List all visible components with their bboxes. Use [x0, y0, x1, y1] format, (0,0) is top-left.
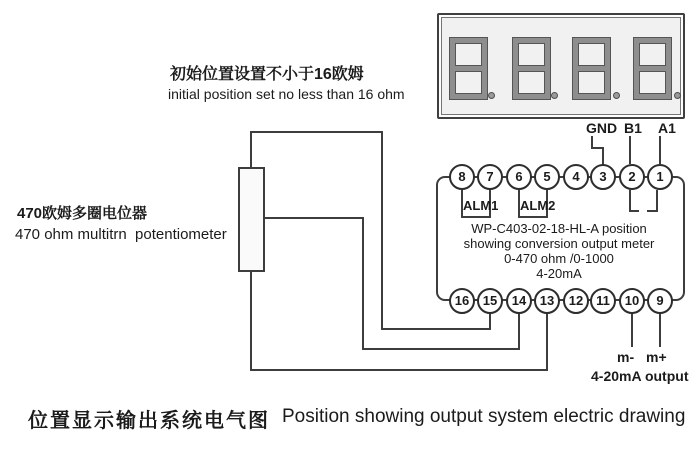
wire-segment-pot-wiper — [362, 217, 364, 350]
terminal-6: 6 — [506, 164, 532, 190]
potentiometer-symbol — [238, 167, 265, 272]
meter-description-line: 0-470 ohm /0-1000 — [504, 251, 614, 266]
terminal-5: 5 — [534, 164, 560, 190]
wire-segment-pot-bottom — [250, 271, 252, 371]
wire-segment-pot-top — [381, 131, 383, 330]
terminal-9: 9 — [647, 288, 673, 314]
terminal-3: 3 — [590, 164, 616, 190]
pin-label-gnd: GND — [586, 120, 618, 136]
pin-label-b1: B1 — [624, 120, 642, 136]
terminal-12: 12 — [563, 288, 589, 314]
meter-description-line: 4-20mA — [536, 266, 582, 281]
seven-segment-digit — [513, 38, 550, 99]
wire-segment-pot-top — [250, 131, 383, 133]
output-label-4-20ma: 4-20mA output — [591, 368, 689, 384]
terminal-2: 2 — [619, 164, 645, 190]
potentiometer-label-en: 470 ohm multitrn potentiometer — [15, 226, 227, 243]
wire-segment-gnd — [602, 147, 604, 165]
wire-segment-pot-bottom — [546, 312, 548, 371]
digit-cell — [640, 44, 665, 65]
decimal-point-dot — [674, 92, 681, 99]
wire-segment-pot-wiper — [264, 217, 364, 219]
seven-segment-digit — [573, 38, 610, 99]
wire-segment-pot-bottom — [250, 369, 548, 371]
digit-cell — [579, 44, 604, 65]
terminal-15: 15 — [477, 288, 503, 314]
meter-description-line: showing conversion output meter — [463, 236, 655, 251]
output-label-m-minus: m- — [617, 349, 635, 365]
digit-cell — [519, 44, 544, 65]
wire-segment-pot-wiper — [518, 312, 520, 350]
meter-description-line: WP-C403-02-18-HL-A position — [471, 221, 647, 236]
potentiometer-label-zh: 470欧姆多圈电位器 — [17, 205, 148, 222]
digit-cell — [640, 72, 665, 93]
wire-segment-pot-top — [489, 312, 491, 330]
wire-segment-pot-wiper — [362, 348, 520, 350]
wire-segment-b1 — [629, 136, 631, 164]
decimal-point-dot — [551, 92, 558, 99]
terminal-10: 10 — [619, 288, 645, 314]
caption-zh: 位置显示输出系统电气图 — [28, 410, 270, 432]
digit-cell — [519, 72, 544, 93]
pin-label-a1: A1 — [658, 120, 676, 136]
terminal-7: 7 — [477, 164, 503, 190]
wire-segment-m-plus — [659, 312, 661, 347]
seven-segment-digit — [634, 38, 671, 99]
seven-segment-digit — [450, 38, 487, 99]
alarm-label-alm1: ALM1 — [463, 198, 499, 213]
wire-segment-a1 — [659, 136, 661, 164]
meter-description — [446, 221, 672, 281]
digit-cell — [579, 72, 604, 93]
output-label-m-plus: m+ — [646, 349, 667, 365]
decimal-point-dot — [613, 92, 620, 99]
annotation-initial-position-zh: 初始位置设置不小于16欧姆 — [170, 66, 364, 83]
wire-segment-pot-top — [250, 132, 252, 167]
terminal-1: 1 — [647, 164, 673, 190]
caption-en: Position showing output system electric drawing — [282, 406, 686, 427]
terminal-16: 16 — [449, 288, 475, 314]
annotation-initial-position-en: initial position set no less than 16 ohm — [168, 86, 405, 102]
terminal-8: 8 — [449, 164, 475, 190]
terminal-4: 4 — [563, 164, 589, 190]
terminal-13: 13 — [534, 288, 560, 314]
wire-segment-m-minus — [631, 312, 633, 347]
terminal-14: 14 — [506, 288, 532, 314]
digit-cell — [456, 72, 481, 93]
alarm-label-alm2: ALM2 — [520, 198, 556, 213]
wire-segment-pot-top — [381, 328, 491, 330]
digit-cell — [456, 44, 481, 65]
terminal-11: 11 — [590, 288, 616, 314]
decimal-point-dot — [488, 92, 495, 99]
